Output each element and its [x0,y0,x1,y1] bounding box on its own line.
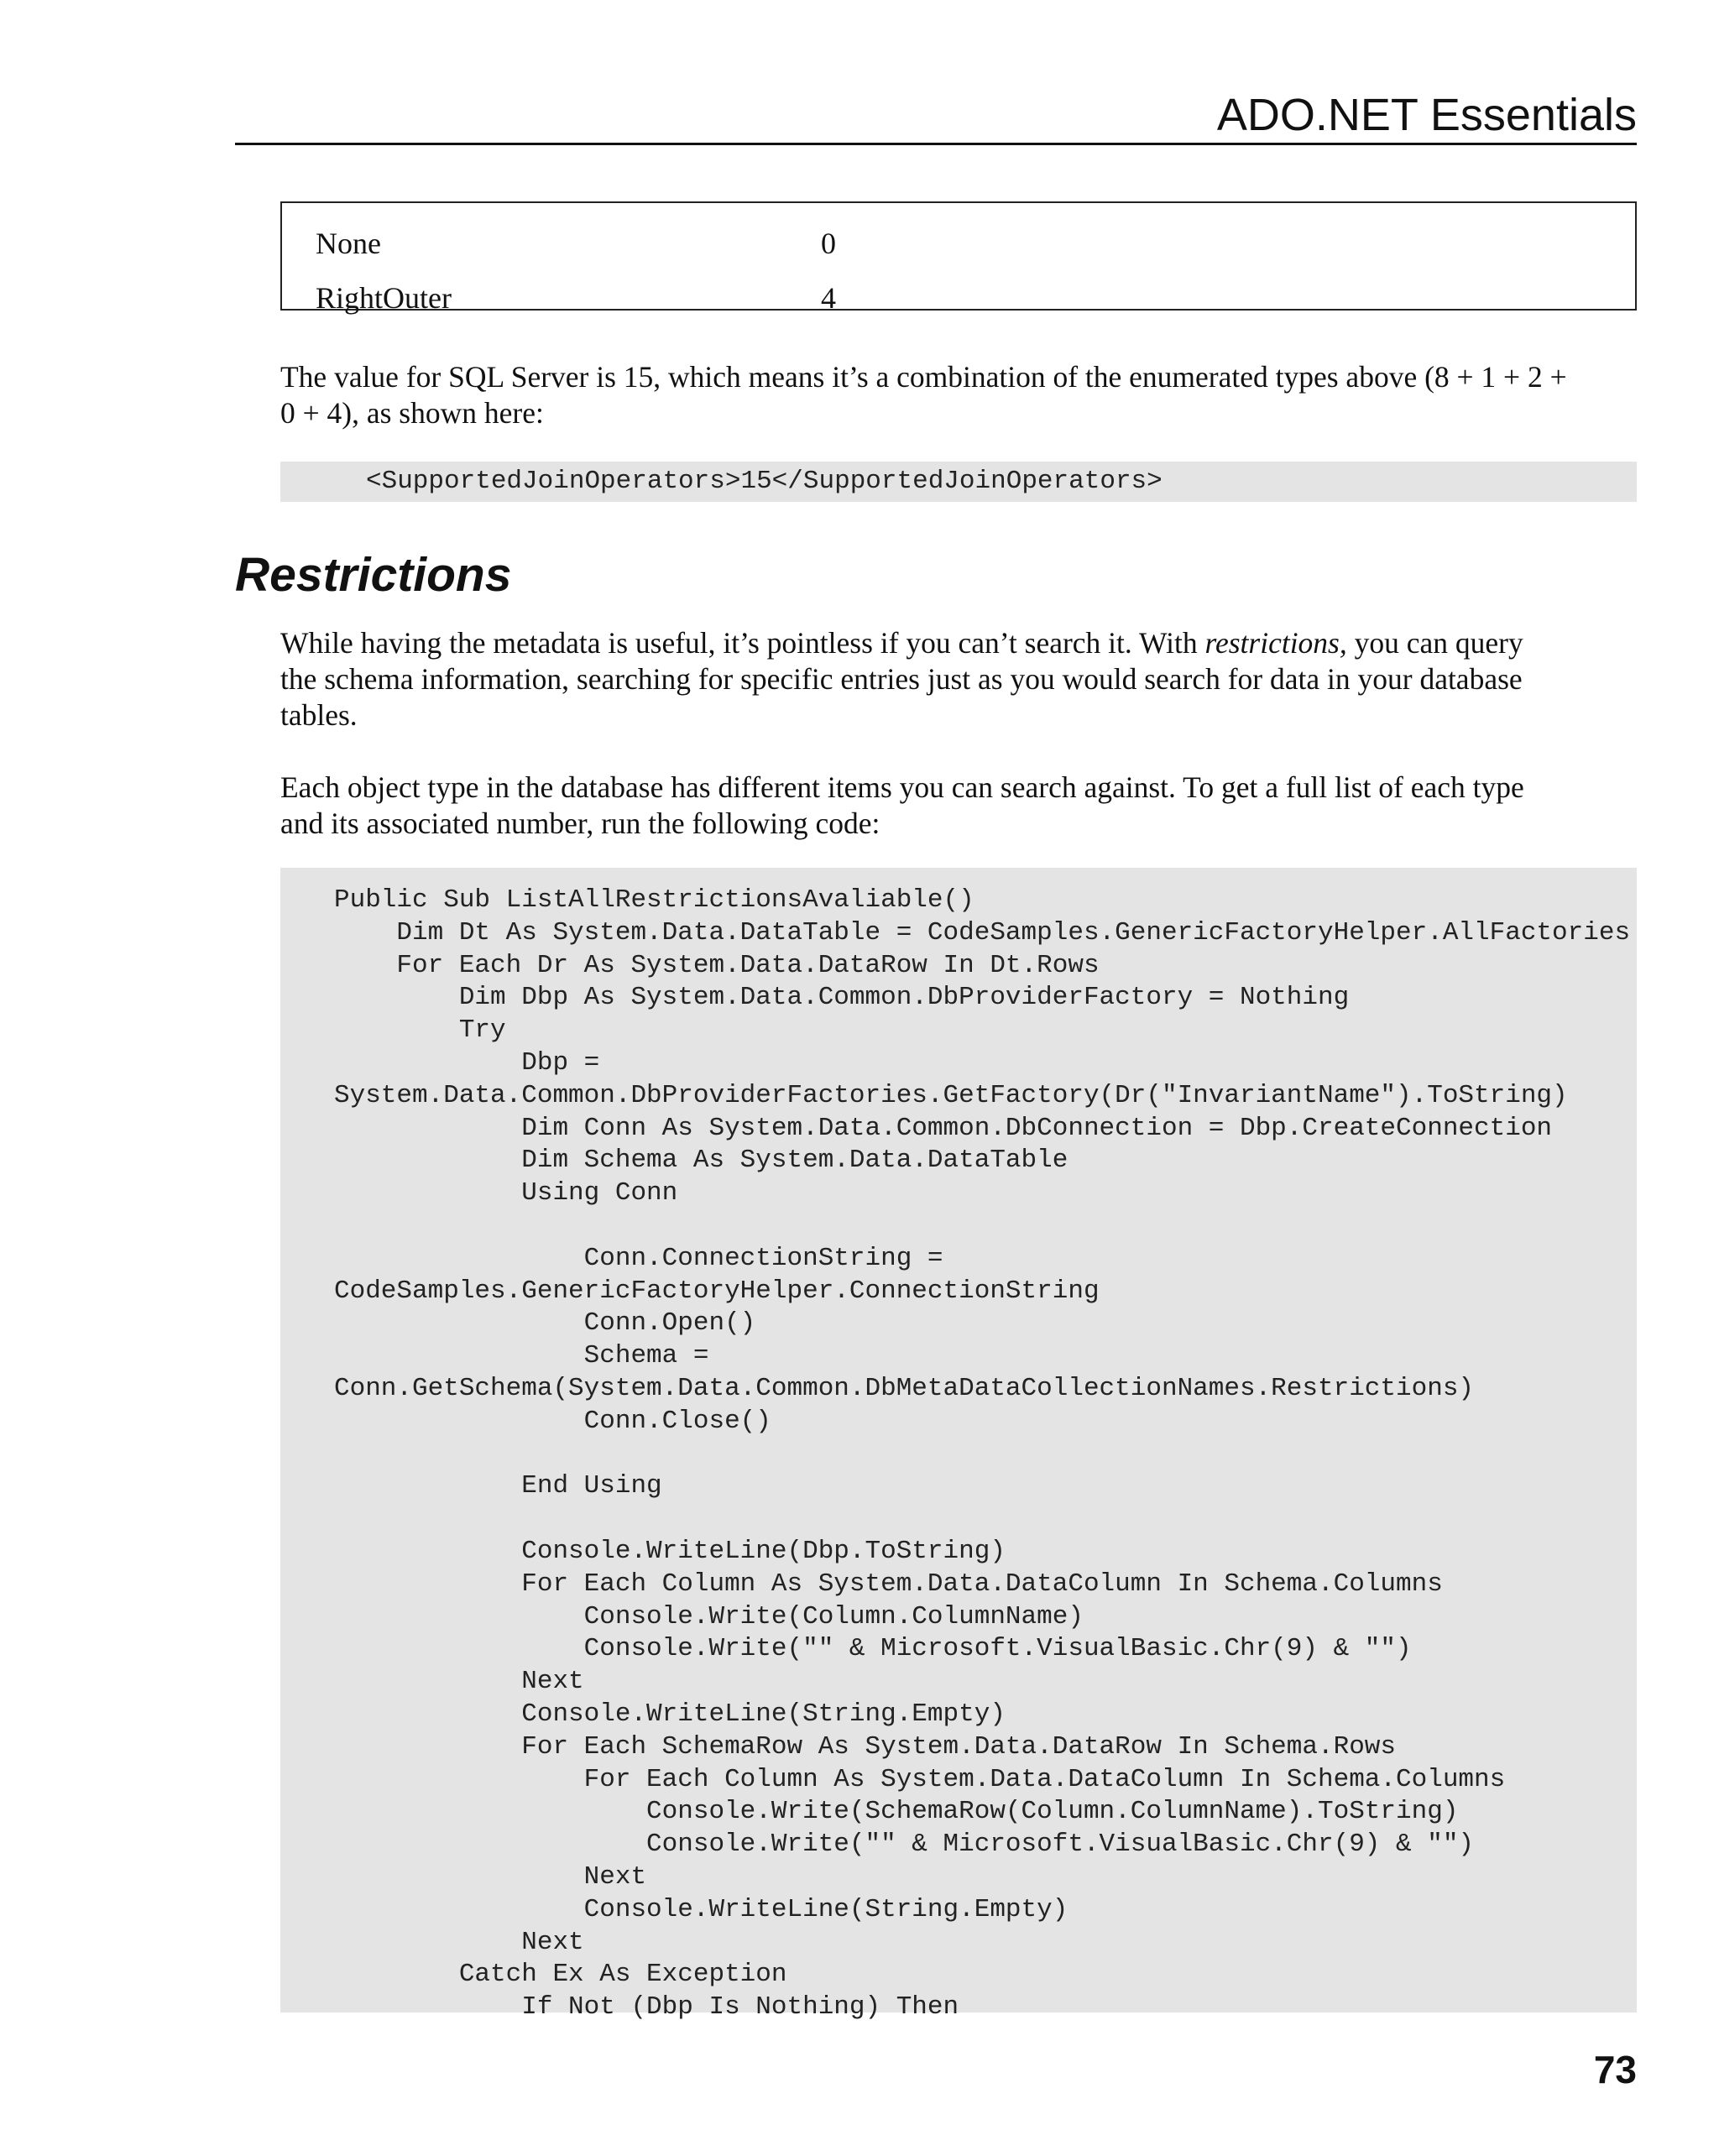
section-heading: Restrictions [235,548,512,602]
code-listing [280,868,1637,2023]
text-run: you can query [1346,626,1523,660]
paragraph-line: Each object type in the database has different items you can search against. To get a full list of each type [280,770,1524,804]
emphasis-term: restrictions, [1204,626,1347,660]
code-snippet [280,462,1637,502]
text-run: While having the metadata is useful, it’s pointless if you can’t search it. With [280,626,1205,660]
header-rule [235,143,1637,145]
enum-name: RightOuter [316,281,452,315]
enum-table [280,201,1637,315]
paragraph-line: the schema information, searching for specific entries just as you would search for data in your database [280,662,1523,696]
paragraph-line [280,625,1637,661]
paragraph-object-types [280,770,1637,842]
running-head: ADO.NET Essentials [1216,90,1637,140]
paragraph-line: and its associated number, run the following code: [280,807,880,840]
paragraph-restrictions [280,625,1637,733]
enum-name: None [316,227,381,260]
enum-value: 0 [821,227,836,260]
paragraph-line: 0 + 4), as shown here: [280,396,544,430]
code-snippet-text: <SupportedJoinOperators>15</SupportedJoinOperators> [366,467,1163,496]
table-row [316,220,1575,267]
paragraph-join-value [280,359,1637,431]
paragraph-line: tables. [280,698,358,732]
page-number: 73 [1593,2048,1637,2091]
code-listing-text: Public Sub ListAllRestrictionsAvaliable() Dim Dt As System.Data.DataTable = CodeSamples.GenericFactoryHelper.AllFactories For Each Dr As System.Data.DataRow In Dt.Rows Dim Dbp As System.Data.Common.DbProviderFactory = Nothing Try Dbp = System.Data.Common.DbProviderFactories.GetFactory(Dr("InvariantName").ToString) Dim Conn As System.Data.Common.DbConnection = Dbp.CreateConnection Dim Schema As System.Data.DataTable Using Conn Conn.ConnectionString = CodeSamples.GenericFactoryHelper.ConnectionString Conn.Open() Schema = Conn.GetSchema(System.Data.Common.DbMetaDataCollectionNames.Restrictions) Conn.Close() End Using Console.WriteLine(Dbp.ToString) For Each Column As System.Data.DataColumn In Schema.Columns Console.Write(Column.ColumnName) Console.Write("" & Microsoft.VisualBasic.Chr(9) & "") Next Console.WriteLine(String.Empty) For Each SchemaRow As System.Data.DataRow In Schema.Rows For Each Column As System.Data.DataColumn In Schema.Columns Console.Write(SchemaRow(Column.ColumnName).ToString) Console.Write("" & Microsoft.VisualBasic.Chr(9) & "") Next Console.WriteLine(String.Empty) Next Catch Ex As Exception If Not (Dbp Is Nothing) Then [334,885,1631,2023]
paragraph-line: The value for SQL Server is 15, which means it’s a combination of the enumerated types above (8 + 1 + 2 + [280,360,1567,394]
table-row [316,274,1575,321]
enum-value: 4 [821,281,836,315]
